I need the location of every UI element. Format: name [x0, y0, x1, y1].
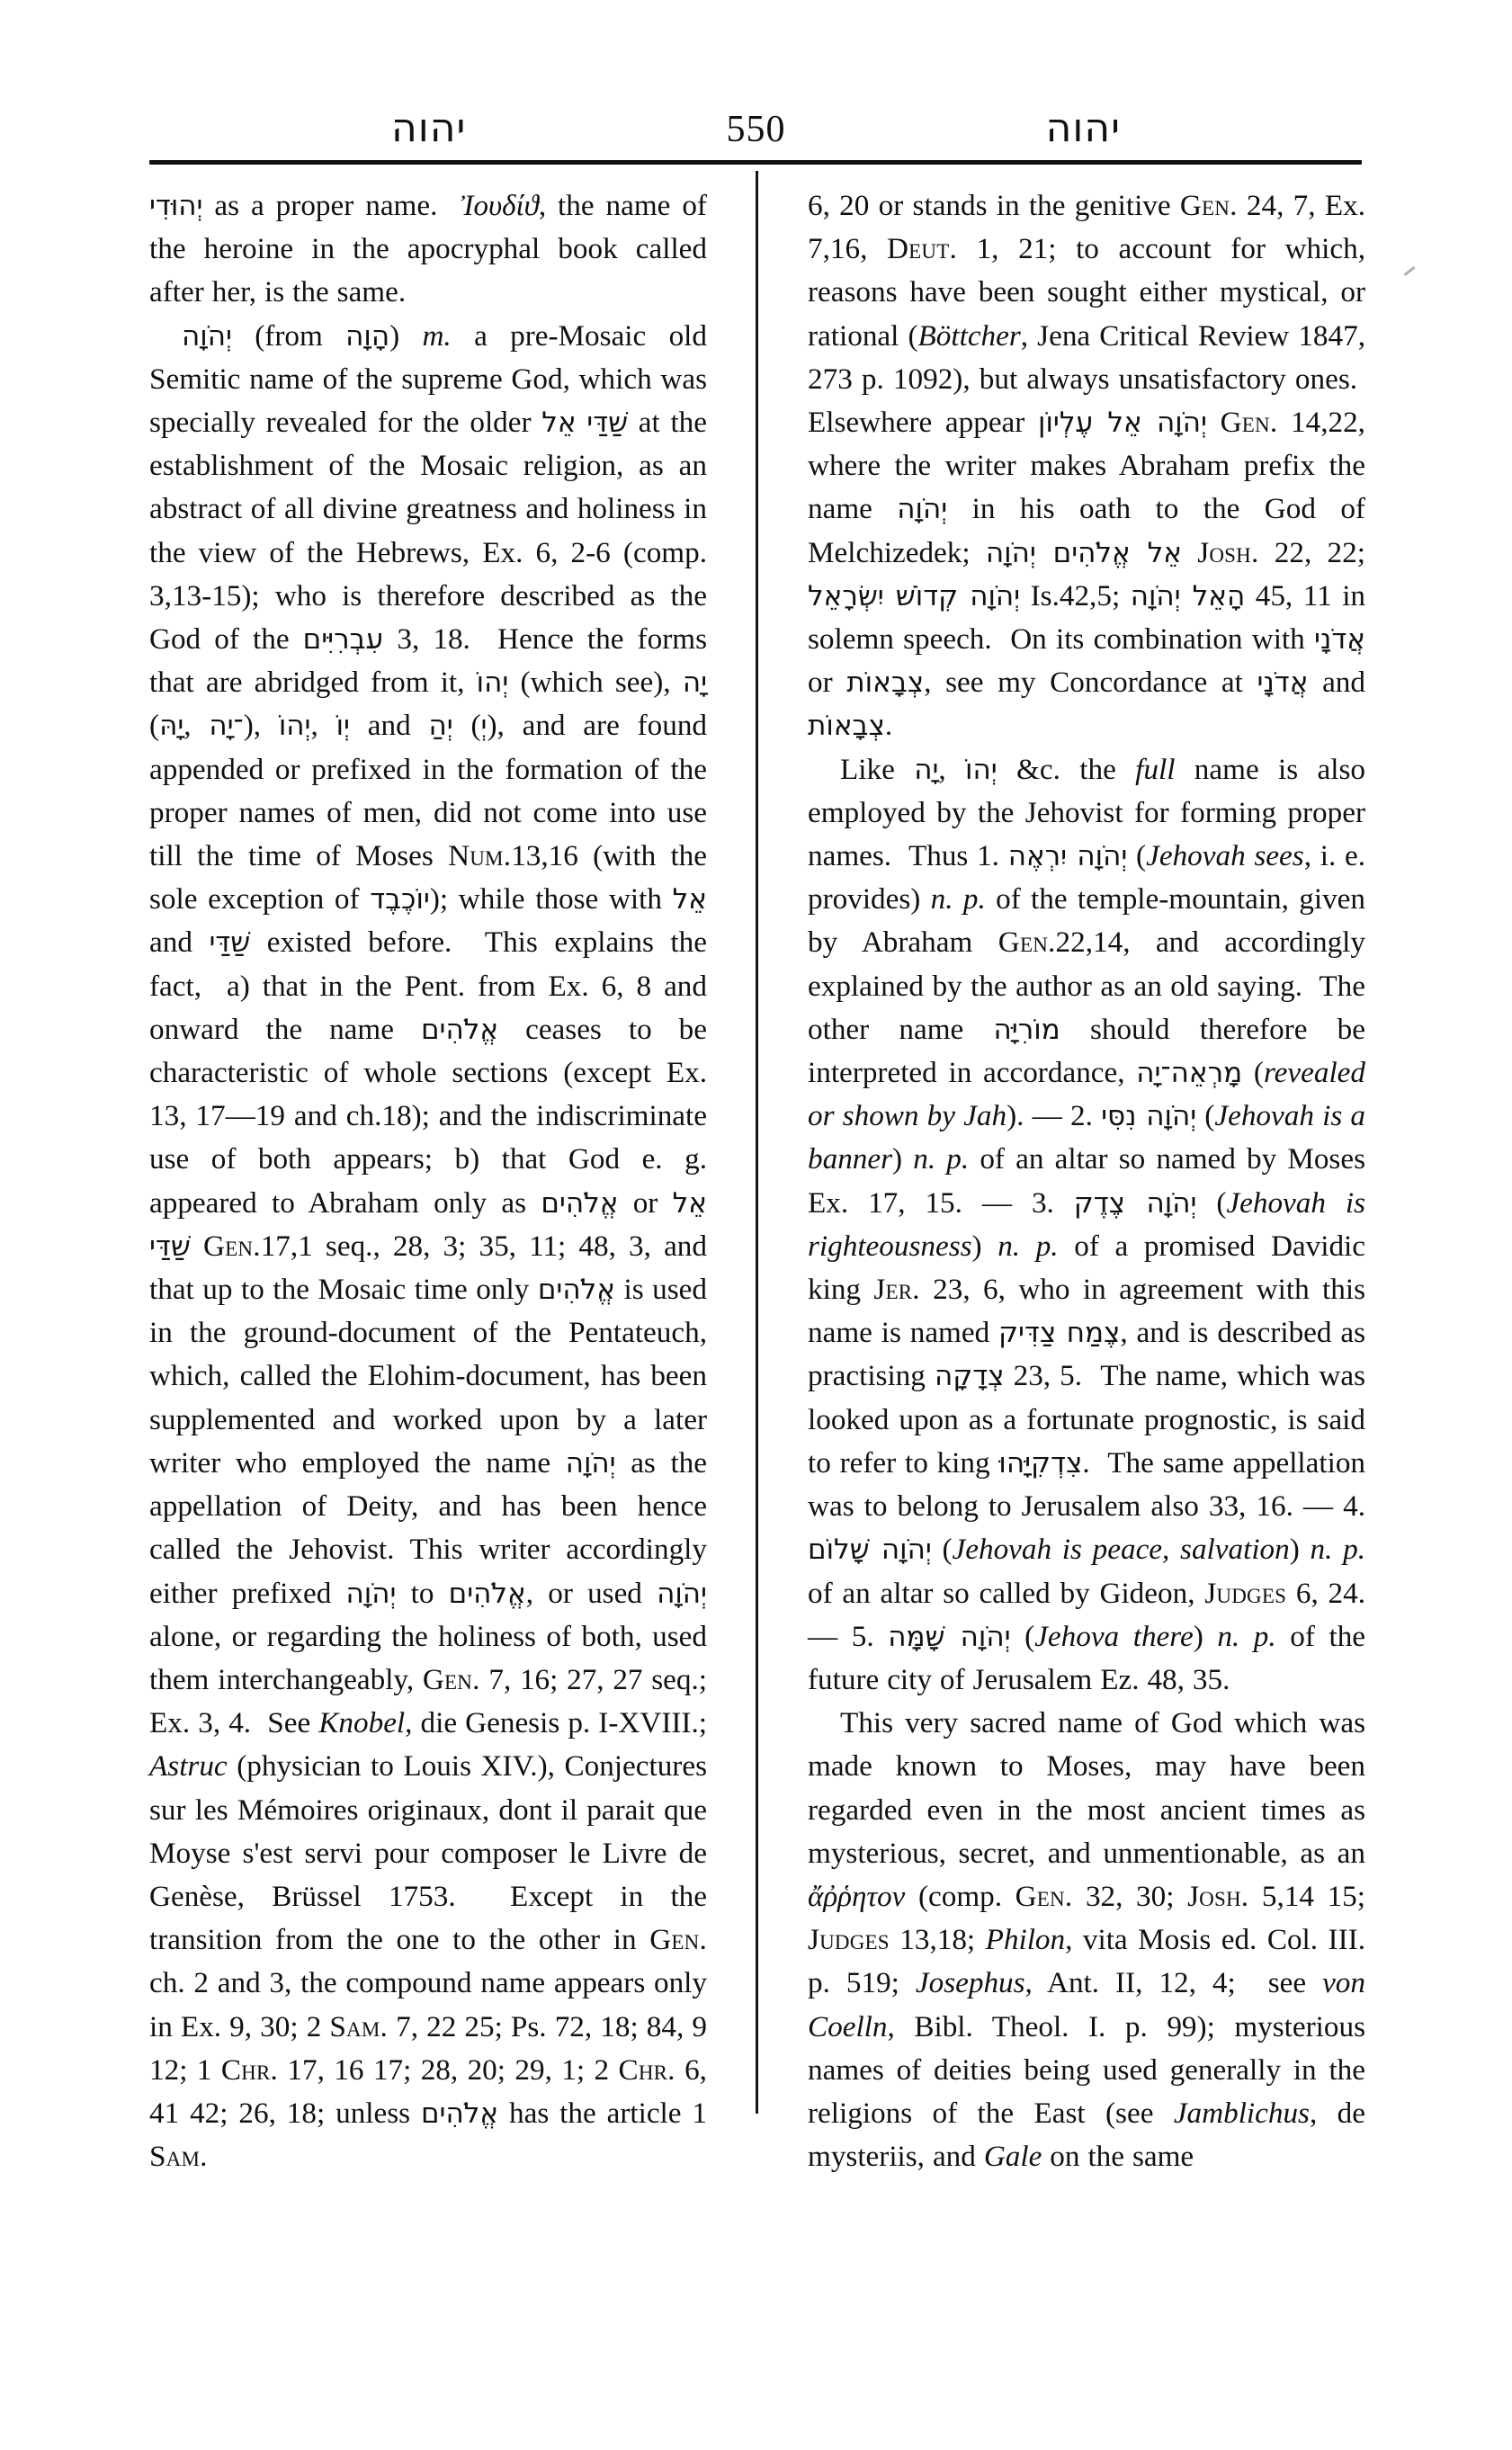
scan-artifact: [1404, 266, 1416, 276]
header-rule: [149, 160, 1362, 165]
hebrew-yehudi: יְהוּדִי: [149, 190, 203, 222]
hebrew-el-elohim-yhwh: אֵל אֱלֹהִים יְהֹוָה: [985, 536, 1182, 569]
ref-gen-5: Gen.: [1220, 406, 1278, 440]
ref-jer: Jer.: [873, 1273, 920, 1307]
greek-arrheton: ἄῤῥητον: [808, 1880, 906, 1913]
right-paragraph-3: This very sacred name of God which was made known to Moses, may have been regarded even in the most ancient times as mysterious, secret, and unmentionable, as an ἄῤῥητον (comp. Gen. 32, 30; Josh. 5,14 15; Judges 13,18; Philon, vita Mosis ed. Col. III. p. 519; Josephus, Ant. II, 12, 4; see von Coelln, Bibl. Theol. I. p. 99); mysterious names of deities being used generally in the religions of the East (see Jamblichus, de mysteriis, and Gale on the same: [808, 1706, 1365, 2174]
hebrew-el-shaddai: אֵל שַׁדַּי: [149, 1186, 707, 1263]
hebrew-yah-3: יָה: [914, 753, 939, 786]
hebrew-moriah: מוֹרִיָּה: [993, 1013, 1060, 1046]
hebrew-yah: יָה: [682, 666, 707, 700]
np-marker: n. p.: [930, 882, 986, 917]
np-marker-5: n. p.: [1217, 1619, 1276, 1653]
hebrew-yehovah-5: יְהֹוָה: [897, 493, 948, 526]
hebrew-hael-yhwh: הָאֵל יְהֹוָה: [1130, 579, 1246, 612]
hebrew-tzidqiyahu: צִדְקִיָּהוּ: [998, 1446, 1083, 1480]
hebrew-elohim-5: אֱלֹהִים: [420, 2097, 499, 2130]
entry-yehovah-paragraph: יְהֹוָה (from הָוָה) m. a pre-Mosaic old Semitic name of the supreme God, which was specially revealed for the older אֵל שַׁדַּי at the establishment of the Mosaic religion, as an abstract of all divine greatness and holiness in the view of the Hebrews, Ex. 6, 2-6 (comp. 3,13-15); who is therefore described as the God of the עִבְרִיִּים 3, 18. Hence the forms that are abridged from it, יְהוֹ (which see), יָה (יָהּ, ־יָה), יְהוֹ, יְוֹ and יְהַ (יְ), and are found appended or prefixed in the formation of the proper names of men, did not come into use till the time of Moses Num.13,16 (with the sole exception of יוֹכֶבֶד); while those with אֵל and שַׁדַּי existed before. This explains the fact, a) that in the Pent. from Ex. 6, 8 and onward the name אֱלֹהִים ceases to be characteristic of whole sections (except Ex. 13, 17—19 and ch.18); and the indiscriminate use of both appears; b) that God e. g. appeared to Abraham only as אֱלֹהִים or אֵל שַׁדַּי Gen.17,1 seq., 28, 3; 35, 11; 48, 3, and that up to the Mosaic time only אֱלֹהִים is used in the ground-document of the Pentateuch, which, called the Elohim-document, has been supplemented and worked upon by a later writer who employed the name יְהֹוָה as the appellation of Deity, and has been hence called the Jehovist. This writer accordingly either prefixed יְהֹוָה to אֱלֹהִים, or used יְהֹוָה alone, or regarding the holiness of both, used them interchangeably, Gen. 7, 16; 27, 27 seq.; Ex. 3, 4. See Knobel, die Genesis p. I-XVIII.; Astruc (physician to Louis XIV.), Conjectures sur les Mémoires originaux, dont il parait que Moyse s'est servi pour composer le Livre de Genèse, Brüssel 1753. Except in the transition from the one to the other in Gen. ch. 2 and 3, the compound name appears only in Ex. 9, 30; 2 Sam. 7, 22 25; Ps. 72, 18; 84, 9 12; 1 Chr. 17, 16 17; 28, 20; 29, 1; 2 Chr. 6, 41 42; 26, 18; unless אֱלֹהִים has the article 1 Sam.: [149, 318, 708, 2174]
author-astruc: Astruc: [149, 1749, 228, 1784]
hebrew-yeho-2: יְהוֹ: [278, 710, 311, 743]
hebrew-yhwh-shalom: יְהֹוָה שָׁלוֹם: [808, 1533, 932, 1567]
hebrew-qedosh-yisrael: יְהֹוָה קְדוֹשׁ יִשְׂרָאֵל: [808, 579, 1021, 612]
hebrew-adonai-2: אֲדֹנָי: [1257, 666, 1309, 700]
hebrew-el-2: אֵל: [672, 883, 708, 917]
hebrew-yokebed: יוֹכֶבֶד: [370, 883, 430, 917]
ref-josh-2: Josh.: [1187, 1879, 1249, 1913]
hebrew-yo: יְוֹ: [336, 710, 350, 743]
right-paragraph-1: 6, 20 or stands in the genitive Gen. 24, 7, Ex. 7,16, Deut. 1, 21; to account for which, reasons have been sought either mystical, or rational (Böttcher, Jena Critical Review 1847, 273 p. 1092), but always unsatisfactory ones. Elsewhere appear יְהֹוָה אֵל עֶלְיוֹן Gen. 14,22, where the writer makes Abraham prefix the name יְהֹוָה in his oath to the God of Melchizedek; אֵל אֱלֹהִים יְהֹוָה Josh. 22, 22; יְהֹוָה קְדוֹשׁ יִשְׂרָאֵל Is.42,5; הָאֵל יְהֹוָה 45, 11 in solemn speech. On its combination with אֲדֹנָי or צְבָאוֹת, see my Concordance at אֲדֹנָי and צְבָאוֹת.: [808, 189, 1366, 743]
running-head: [153, 76, 1359, 151]
author-jamblichus: Jamblichus: [1173, 2096, 1310, 2130]
hebrew-shaddai: שַׁדַּי: [586, 407, 629, 440]
gloss-righteousness: Jehovah is righteousness: [808, 1185, 1366, 1263]
author-philon: Philon: [985, 1923, 1066, 1957]
ref-gen-2: Gen.: [422, 1662, 480, 1696]
gloss-peace: Jehovah is peace, salvation: [952, 1533, 1290, 1567]
ref-gen: Gen.: [202, 1229, 261, 1263]
hebrew-adonai: אֲדֹנָי: [1314, 623, 1365, 657]
hebrew-yhwh-yireh: יְהֹוָה יִרְאֶה: [1007, 840, 1128, 873]
ref-gen-4: Gen.: [1179, 189, 1238, 222]
ref-sam-2: Sam.: [149, 2140, 208, 2174]
ref-gen-7: Gen.: [1015, 1879, 1073, 1913]
hebrew-yehovah-3: יְהֹוָה: [345, 1577, 397, 1610]
hebrew-yeho-3: יְהוֹ: [965, 753, 998, 786]
author-von-coelln: von Coelln: [808, 1966, 1365, 2043]
ref-gen-6: Gen.: [998, 925, 1056, 960]
hebrew-tzemach-tzaddiq: צֶמַח צַדִּיק: [998, 1317, 1121, 1350]
author-boettcher: Böttcher: [917, 318, 1021, 353]
hebrew-el-elyon: יְהֹוָה אֵל עֶלְיוֹן: [1038, 407, 1207, 440]
hebrew-yeho: יְהוֹ: [476, 666, 509, 700]
running-head-hebrew-left: יהוה: [391, 105, 467, 151]
column-right: [808, 184, 1365, 2178]
ref-chr: Chr.: [220, 2052, 278, 2087]
ref-sam: Sam.: [329, 2009, 389, 2043]
gloss-jehovah-sees: Jehovah sees: [1146, 839, 1304, 873]
hebrew-ah-suffix: ־יָה: [209, 710, 244, 743]
hebrew-ye-paren: יְ: [480, 710, 488, 743]
ref-judges: Judges: [1204, 1576, 1287, 1610]
hebrew-yhwh-tzidqenu: יְהֹוָה צֶדֶק: [1073, 1186, 1197, 1220]
hebrew-elohim-3: אֱלֹהִים: [537, 1274, 615, 1307]
ref-chr-2: Chr.: [618, 2052, 675, 2087]
hebrew-hovah-root: הָוָה: [345, 319, 390, 353]
hebrew-yah-and: יְהַ: [428, 710, 453, 743]
emph-full: full: [1135, 752, 1176, 786]
np-marker-2: n. p.: [913, 1142, 970, 1176]
ref-num: Num.: [448, 839, 512, 873]
running-head-hebrew-right: יהוה: [1045, 105, 1121, 151]
hebrew-moreh-yah: מָרְאֵה־יָה: [1136, 1057, 1243, 1090]
author-gale: Gale: [983, 2140, 1042, 2174]
gloss-revealed: revealed or shown by Jah: [808, 1056, 1365, 1133]
greek-ioudith: Ἰουδίϑ: [461, 190, 539, 222]
author-knobel: Knobel: [318, 1706, 406, 1740]
right-paragraph-2: Like יָה, יְהוֹ &c. the full name is also employed by the Jehovist for forming proper names. Thus 1. יְהֹוָה יִרְאֶה (Jehovah sees, i. e. provides) n. p. of the temple-mountain, given by Abraham Gen.22,14, and accordingly explained by the author as an old saying. The other name מוֹרִיָּה should therefore be interpreted in accordance, מָרְאֵה־יָה (revealed or shown by Jah). — 2. יְהֹוָה נִסִּי (Jehovah is a banner) n. p. of an altar so named by Moses Ex. 17, 15. — 3. יְהֹוָה צֶדֶק (Jehovah is righteousness) n. p. of a promised Davidic king Jer. 23, 6, who in agreement with this name is named צֶמַח צַדִּיק, and is described as practising צְדָקָה 23, 5. The name, which was looked upon as a fortunate prognostic, is said to refer to king צִדְקִיָּהוּ. The same appellation was to belong to Jerusalem also 33, 16. — 4. יְהֹוָה שָׁלוֹם (Jehovah is peace, salvation) n. p. of an altar so called by Gideon, Judges 6, 24. — 5. יְהֹוָה שָׁמָּה (Jehova there) n. p. of the future city of Jerusalem Ez. 48, 35.: [808, 752, 1366, 1696]
ref-judges-2: Judges: [808, 1923, 890, 1957]
gloss-banner: Jehovah is a banner: [808, 1099, 1366, 1176]
author-josephus: Josephus: [915, 1966, 1025, 2000]
hebrew-tzevaot-2: צְבָאוֹת: [808, 710, 885, 743]
ref-deut: Deut.: [886, 232, 957, 266]
hebrew-shaddai-2: שַׁדַּי: [209, 926, 251, 960]
hebrew-yehovah-headword: יְהֹוָה: [182, 319, 232, 353]
hebrew-tzedaqah: צְדָקָה: [934, 1360, 1005, 1393]
hebrew-yehovah-4: יְהֹוָה: [657, 1577, 707, 1610]
hebrew-elohim-4: אֱלֹהִים: [448, 1577, 526, 1610]
gloss-there: Jehova there: [1034, 1619, 1194, 1653]
hebrew-ivrim: עִבְרִיִּים: [302, 623, 384, 657]
np-marker-4: n. p.: [1310, 1533, 1365, 1567]
hebrew-yehovah-2: יְהֹוָה: [565, 1446, 616, 1480]
hebrew-yhwh-shammah: יְהֹוָה שָׁמָּה: [888, 1620, 1011, 1653]
hebrew-tzevaot: צְבָאוֹת: [846, 666, 925, 700]
hebrew-yhwh-nissi: יְהֹוָה נִסִּי: [1101, 1100, 1197, 1133]
hebrew-yah-paren: יָהּ: [159, 710, 184, 743]
entry-yehudi-paragraph: יְהוּדִי as a proper name. Ἰουδίϑ, the name of the heroine in the apocryphal book called after her, is the same.: [149, 189, 707, 309]
ref-josh: Josh.: [1197, 535, 1259, 569]
hebrew-el: אֵל: [541, 407, 577, 440]
two-column-body: [149, 184, 1366, 2174]
column-left: [149, 184, 707, 2178]
page-number: 550: [726, 109, 786, 150]
hebrew-elohim: אֱלֹהִים: [420, 1013, 499, 1046]
gender-marker: m.: [422, 318, 452, 353]
hebrew-elohim-2: אֱלֹהִים: [541, 1186, 619, 1220]
np-marker-3: n. p.: [998, 1229, 1059, 1263]
ref-gen-3: Gen.: [649, 1923, 707, 1957]
